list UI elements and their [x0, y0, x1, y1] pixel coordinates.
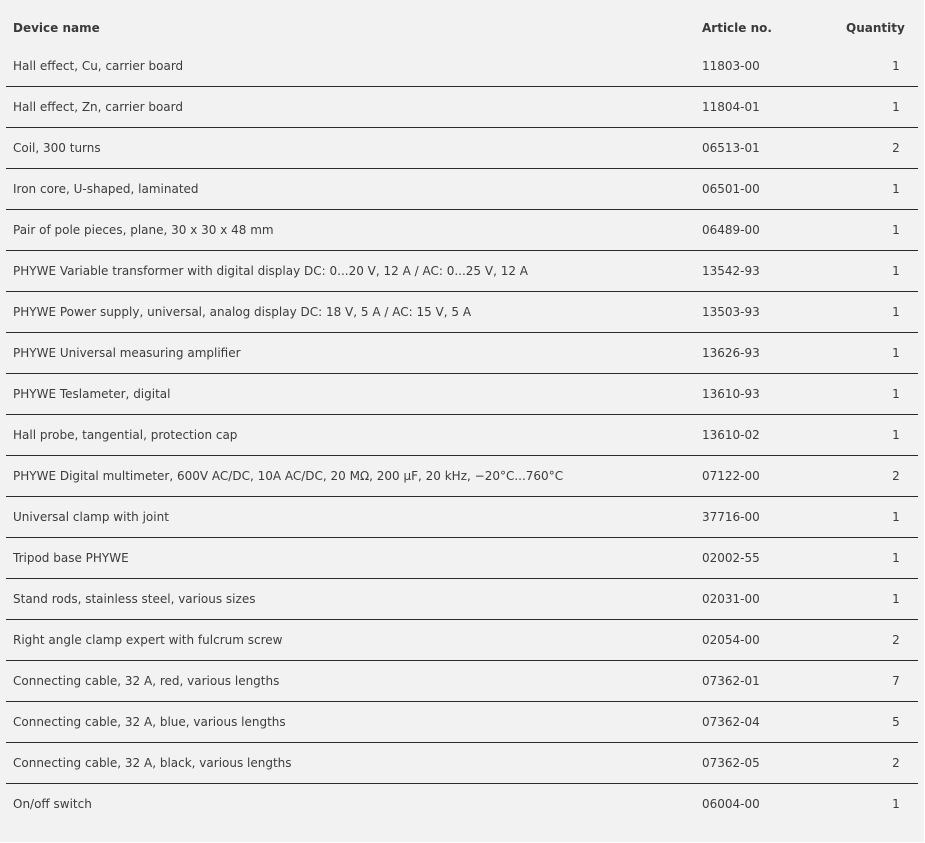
- device-name-cell: Tripod base PHYWE: [6, 538, 695, 579]
- table-row: [6, 456, 918, 497]
- quantity-cell: 1: [846, 251, 918, 292]
- table-row: [6, 743, 918, 784]
- article-no-cell: 07122-00: [695, 456, 846, 497]
- article-no-cell: 13503-93: [695, 292, 846, 333]
- device-name-cell: Hall effect, Zn, carrier board: [6, 87, 695, 128]
- quantity-cell: 5: [846, 702, 918, 743]
- article-no-cell: 13610-02: [695, 415, 846, 456]
- article-no-cell: 02002-55: [695, 538, 846, 579]
- table-row: [6, 128, 918, 169]
- article-no-cell: 13610-93: [695, 374, 846, 415]
- article-no-cell: 07362-05: [695, 743, 846, 784]
- device-name-cell: PHYWE Digital multimeter, 600V AC/DC, 10A AC/DC, 20 MΩ, 200 µF, 20 kHz, −20°C...760°C: [6, 456, 695, 497]
- quantity-cell: 1: [846, 87, 918, 128]
- quantity-cell: 2: [846, 456, 918, 497]
- device-name-cell: Pair of pole pieces, plane, 30 x 30 x 48 mm: [6, 210, 695, 251]
- device-name-cell: Hall probe, tangential, protection cap: [6, 415, 695, 456]
- table-row: [6, 169, 918, 210]
- quantity-cell: 1: [846, 538, 918, 579]
- device-name-cell: Coil, 300 turns: [6, 128, 695, 169]
- device-name-cell: PHYWE Teslameter, digital: [6, 374, 695, 415]
- quantity-cell: 1: [846, 579, 918, 620]
- device-name-cell: PHYWE Variable transformer with digital display DC: 0...20 V, 12 A / AC: 0...25 V, 12 A: [6, 251, 695, 292]
- device-name-cell: Connecting cable, 32 A, red, various lengths: [6, 661, 695, 702]
- quantity-cell: 1: [846, 169, 918, 210]
- table-header: [6, 10, 918, 46]
- header-quantity: Quantity: [846, 21, 905, 35]
- article-no-cell: 07362-01: [695, 661, 846, 702]
- table-row: [6, 374, 918, 415]
- article-no-cell: 11804-01: [695, 87, 846, 128]
- header-article-no: Article no.: [702, 21, 772, 35]
- article-no-cell: 06501-00: [695, 169, 846, 210]
- device-name-cell: On/off switch: [13, 797, 92, 811]
- table-row: [6, 415, 918, 456]
- device-name-cell: Iron core, U-shaped, laminated: [6, 169, 695, 210]
- quantity-cell: 2: [846, 743, 918, 784]
- article-no-cell: 11803-00: [695, 46, 846, 87]
- table-row: [6, 661, 918, 702]
- quantity-cell: 1: [846, 374, 918, 415]
- table-body: [6, 46, 918, 824]
- quantity-cell: 1: [846, 210, 918, 251]
- table-row: [6, 46, 918, 87]
- equipment-table: [6, 10, 918, 824]
- quantity-cell: 1: [846, 292, 918, 333]
- header-device-name: Device name: [13, 21, 100, 35]
- device-name-cell: Connecting cable, 32 A, blue, various lengths: [6, 702, 695, 743]
- quantity-cell: 1: [846, 333, 918, 374]
- table-row: [6, 579, 918, 620]
- article-no-cell: 06489-00: [695, 210, 846, 251]
- article-no-cell: 13626-93: [695, 333, 846, 374]
- article-no-cell: 02031-00: [695, 579, 846, 620]
- table-row: [6, 497, 918, 538]
- article-no-cell: 13542-93: [695, 251, 846, 292]
- device-name-cell: Universal clamp with joint: [6, 497, 695, 538]
- table-row: [6, 333, 918, 374]
- table-row: [6, 292, 918, 333]
- table-row: [6, 87, 918, 128]
- article-no-cell: 37716-00: [695, 497, 846, 538]
- quantity-cell: 2: [846, 128, 918, 169]
- device-name-cell: Hall effect, Cu, carrier board: [6, 46, 695, 87]
- device-name-cell: PHYWE Power supply, universal, analog display DC: 18 V, 5 A / AC: 15 V, 5 A: [6, 292, 695, 333]
- table-row: [6, 620, 918, 661]
- article-no-cell: 02054-00: [695, 620, 846, 661]
- device-name-cell: Stand rods, stainless steel, various sizes: [6, 579, 695, 620]
- device-name-cell: PHYWE Universal measuring amplifier: [6, 333, 695, 374]
- device-name-cell: Right angle clamp expert with fulcrum screw: [6, 620, 695, 661]
- table-row: [6, 538, 918, 579]
- quantity-cell: 7: [846, 661, 918, 702]
- quantity-cell: 2: [846, 620, 918, 661]
- table-row: [6, 251, 918, 292]
- article-no-cell: 06004-00: [702, 797, 760, 811]
- article-no-cell: 07362-04: [695, 702, 846, 743]
- quantity-cell: 1: [846, 497, 918, 538]
- device-name-cell: Connecting cable, 32 A, black, various lengths: [6, 743, 695, 784]
- article-no-cell: 06513-01: [695, 128, 846, 169]
- quantity-cell: 1: [892, 797, 900, 811]
- header-row: [6, 10, 918, 46]
- table-row: [6, 784, 918, 825]
- quantity-cell: 1: [846, 415, 918, 456]
- table-row: [6, 702, 918, 743]
- table-row: [6, 210, 918, 251]
- quantity-cell: 1: [846, 46, 918, 87]
